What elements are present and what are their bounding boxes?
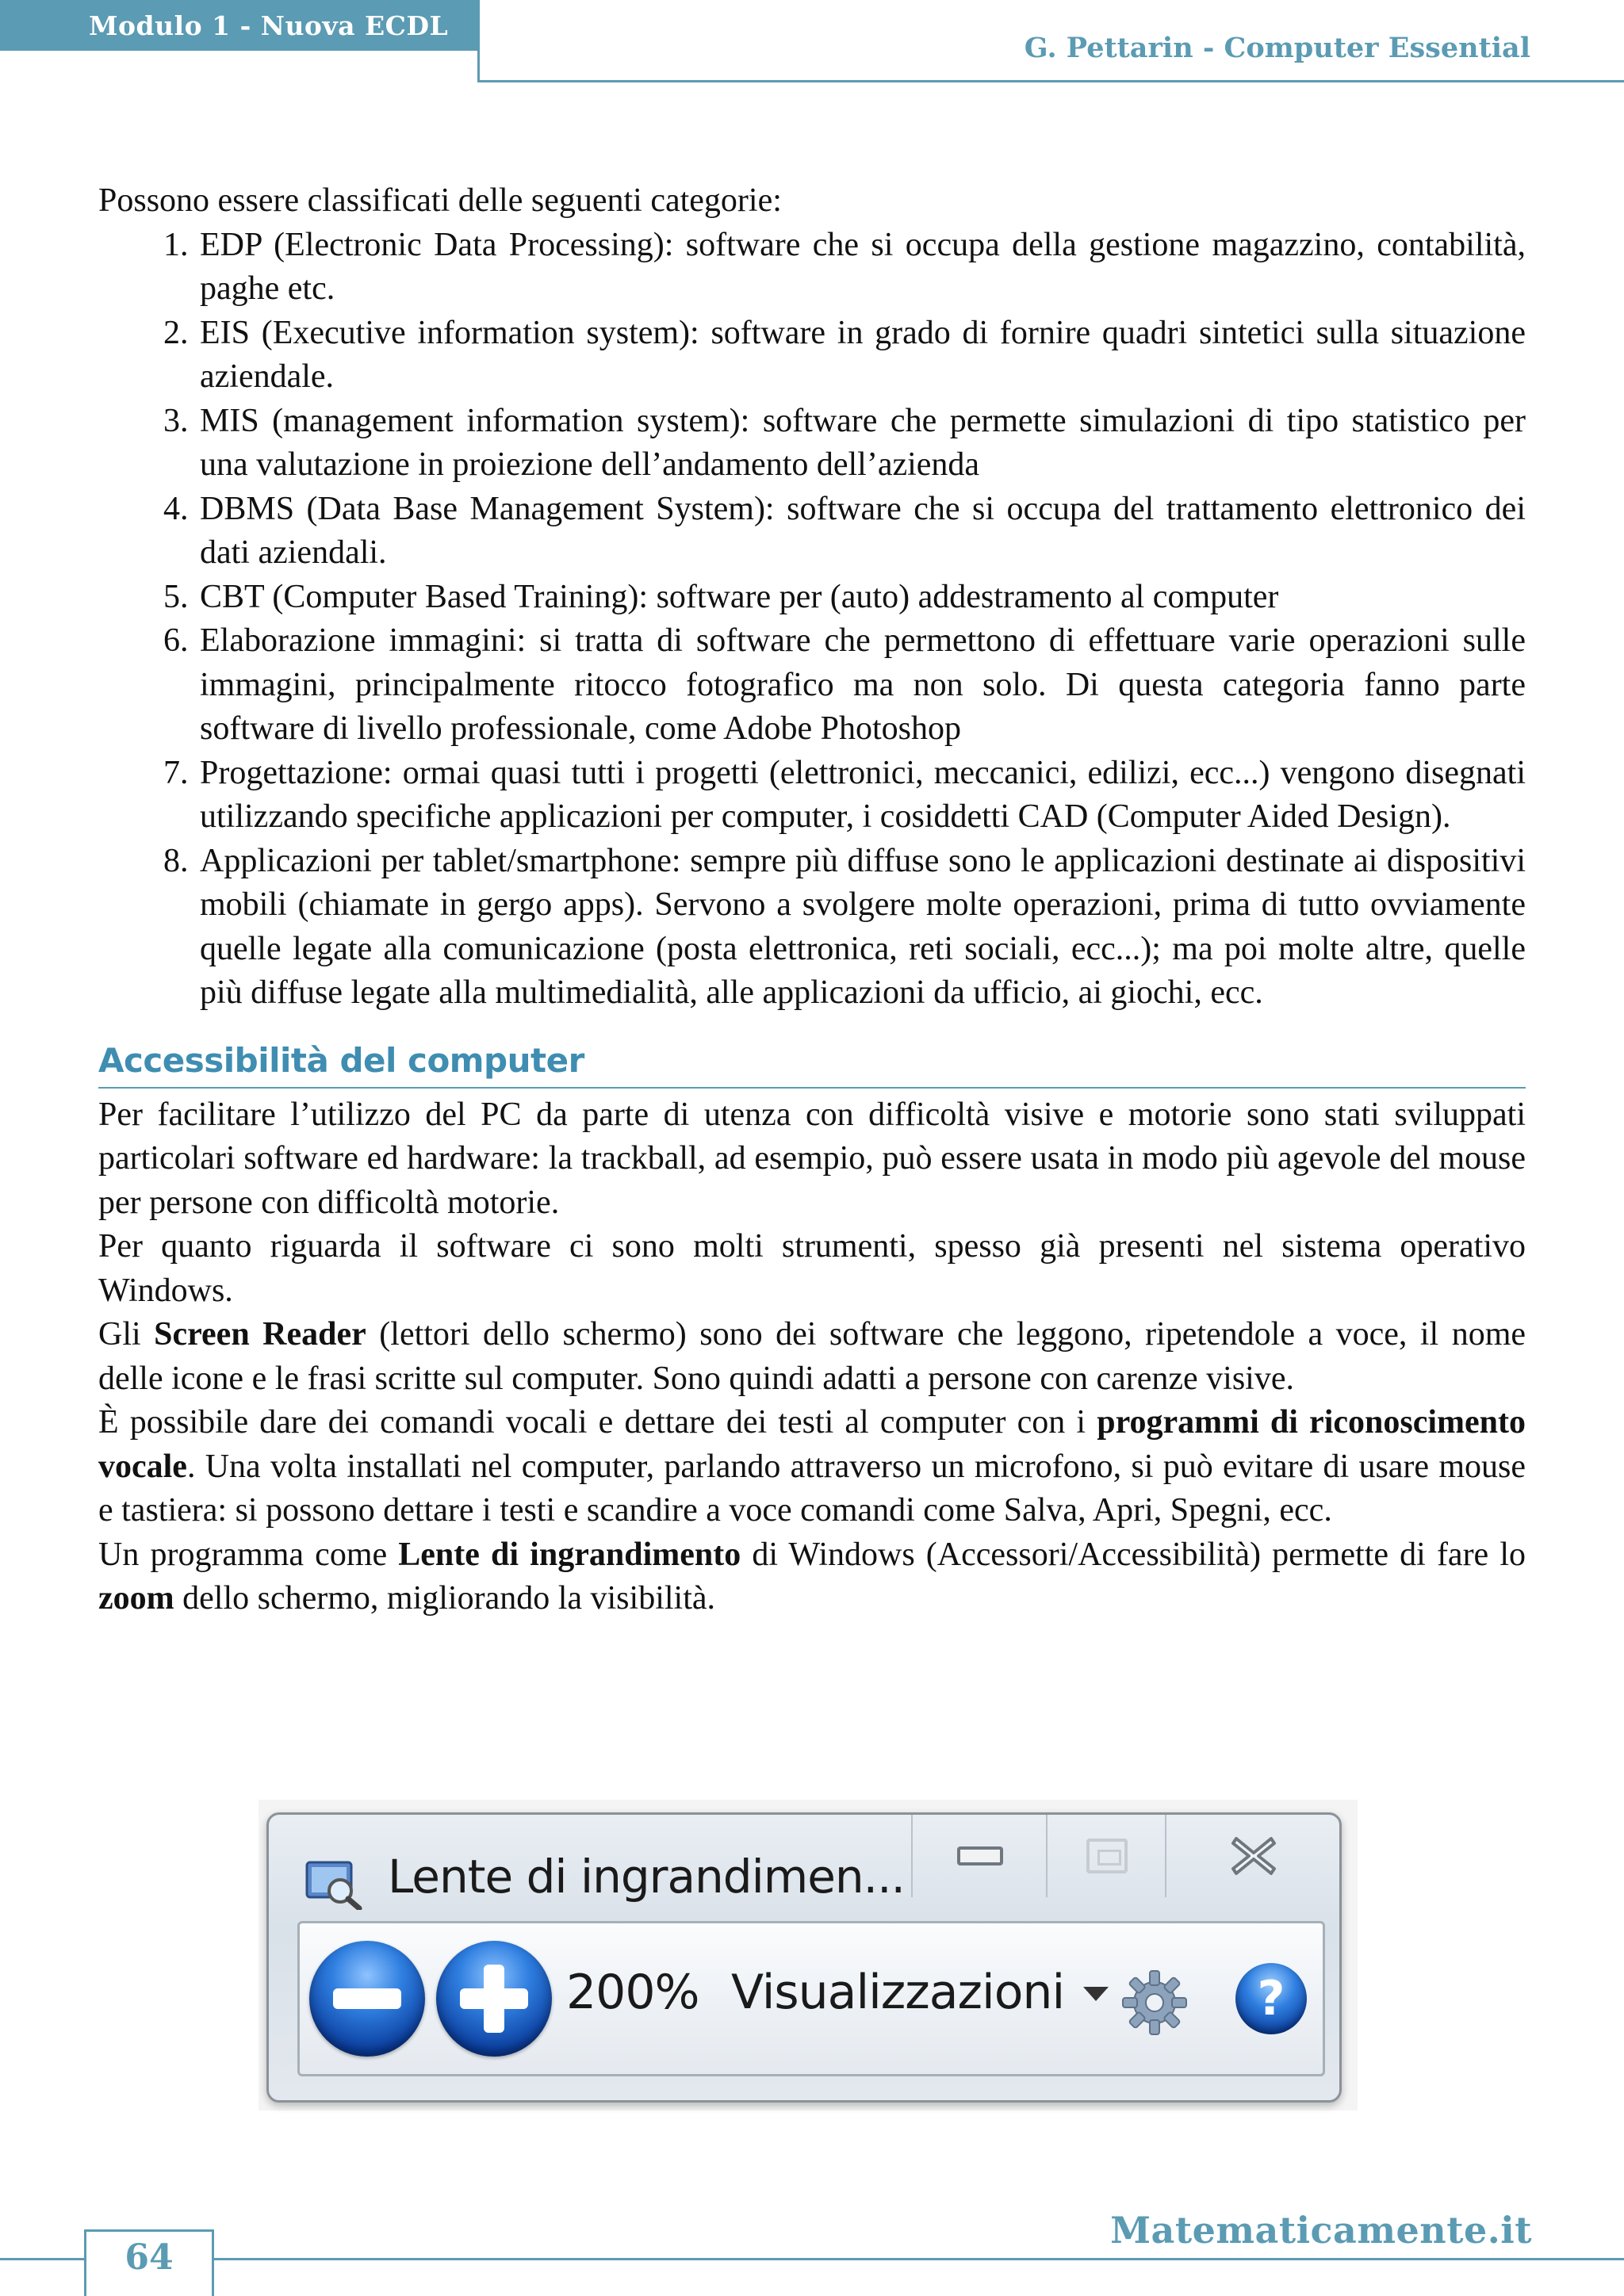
list-item: 8. Applicazioni per tablet/smartphone: sempre più diffuse sono le applicazioni destinate ai dispositivi mobili (chiamate in gergo apps). Servono a svolgere molte operazioni, prima di tutto ovviamente quelle legate alla comunicazione (posta elettronica, reti sociali, ecc...); ma poi molte altre, quelle più diffuse legate alla multimedialità, alle applicazioni da ufficio, ai giochi, ecc. [197, 840, 1526, 1016]
list-item: 6. Elaborazione immagini: si tratta di software che permettono di effettuare varie operazioni sulle immagini, principalmente ritocco fotografico ma non solo. Di questa categoria fanno parte software di livello professionale, come Adobe Photoshop [197, 619, 1526, 752]
list-item: 2. EIS (Executive information system): software in grado di fornire quadri sintetici sulla situazione aziendale. [197, 312, 1526, 400]
close-icon [1228, 1834, 1279, 1878]
author-title: G. Pettarin - Computer Essential [1024, 32, 1530, 64]
close-button[interactable] [1165, 1815, 1341, 1897]
term-voice-recognition: programmi di riconoscimento vocale [98, 1404, 1526, 1485]
magnifier-screenshot [259, 1800, 1358, 2110]
intro-text: Possono essere classificati delle seguenti categorie: [98, 182, 782, 219]
list-item: 1. EDP (Electronic Data Processing): software che si occupa della gestione magazzino, contabilità, paghe etc. [197, 224, 1526, 312]
list-item: 5. CBT (Computer Based Training): software per (auto) addestramento al computer [197, 576, 1526, 620]
paragraph: Gli Screen Reader (lettori dello schermo) sono dei software che leggono, ripetendole a voce, il nome delle icone e le frasi scritte sul computer. Sono quindi adatti a persone con carenze visive. [98, 1316, 1526, 1397]
term-screen-reader: Screen Reader [154, 1316, 366, 1353]
header-divider [477, 0, 480, 82]
dropdown-caret-icon [1083, 1987, 1109, 2001]
paragraph: Per quanto riguarda il software ci sono molti strumenti, spesso già presenti nel sistema operativo Windows. [98, 1228, 1526, 1309]
page-number: 64 [124, 2237, 174, 2278]
zoom-level: 200% [566, 1965, 699, 2020]
footer-site: Matematicamente.it [1110, 2209, 1532, 2252]
window-title: Lente di ingrandimen... [388, 1850, 905, 1904]
paragraph: È possibile dare dei comandi vocali e dettare dei testi al computer con i programmi di riconoscimento vocale. Una volta installati nel computer, parlando attraverso un microfono, si può evitare di usare mouse e tastiera: si possono dettare i testi e scandire a voce comandi come Salva, Apri, Spegni, ecc. [98, 1404, 1526, 1529]
page-content [98, 179, 1526, 1621]
zoom-in-button[interactable] [436, 1941, 552, 2057]
term-zoom: zoom [98, 1580, 174, 1617]
help-icon[interactable]: ? [1235, 1963, 1307, 2034]
gear-icon[interactable] [1121, 1969, 1188, 2036]
zoom-out-button[interactable] [309, 1941, 425, 2057]
categories-list [98, 224, 1526, 1016]
list-item: 4. DBMS (Data Base Management System): software che si occupa del trattamento elettronico dei dati aziendali. [197, 488, 1526, 576]
views-label: Visualizzazioni [731, 1965, 1065, 2020]
section-heading: Accessibilità del computer [98, 1040, 584, 1080]
paragraph: Per facilitare l’utilizzo del PC da parte di utenza con difficoltà visive e motorie sono stati sviluppati particolari software ed hardware: la trackball, ad esempio, può essere usata in modo più agevole del mouse per persone con difficoltà motorie. [98, 1096, 1526, 1221]
term-magnifier: Lente di ingrandimento [398, 1536, 741, 1573]
views-dropdown[interactable] [731, 1965, 1109, 2020]
minimize-button[interactable] [911, 1815, 1048, 1897]
maximize-icon [1086, 1839, 1128, 1873]
module-label: Modulo 1 - Nuova ECDL [0, 0, 479, 51]
header-rule [477, 80, 1624, 82]
list-item: 3. MIS (management information system): software che permette simulazioni di tipo statistico per una valutazione in proiezione dell’andamento dell’azienda [197, 400, 1526, 488]
list-item: 7. Progettazione: ormai quasi tutti i progetti (elettronici, meccanici, edilizi, ecc...) vengono disegnati utilizzando specifiche applicazioni per computer, i cosiddetti CAD (Computer Aided Design). [197, 752, 1526, 840]
paragraph: Un programma come Lente di ingrandimento di Windows (Accessori/Accessibilità) permette di fare lo zoom dello schermo, migliorando la visibilità. [98, 1536, 1526, 1617]
magnifier-window [266, 1812, 1342, 2103]
magnifier-app-icon [305, 1859, 362, 1910]
section-rule [98, 1087, 1526, 1089]
minimize-icon [957, 1846, 1003, 1866]
maximize-button[interactable] [1046, 1815, 1166, 1897]
footer-rule [0, 2258, 1624, 2260]
zoom-out-icon [333, 1988, 401, 2009]
magnifier-toolbar [297, 1921, 1325, 2076]
